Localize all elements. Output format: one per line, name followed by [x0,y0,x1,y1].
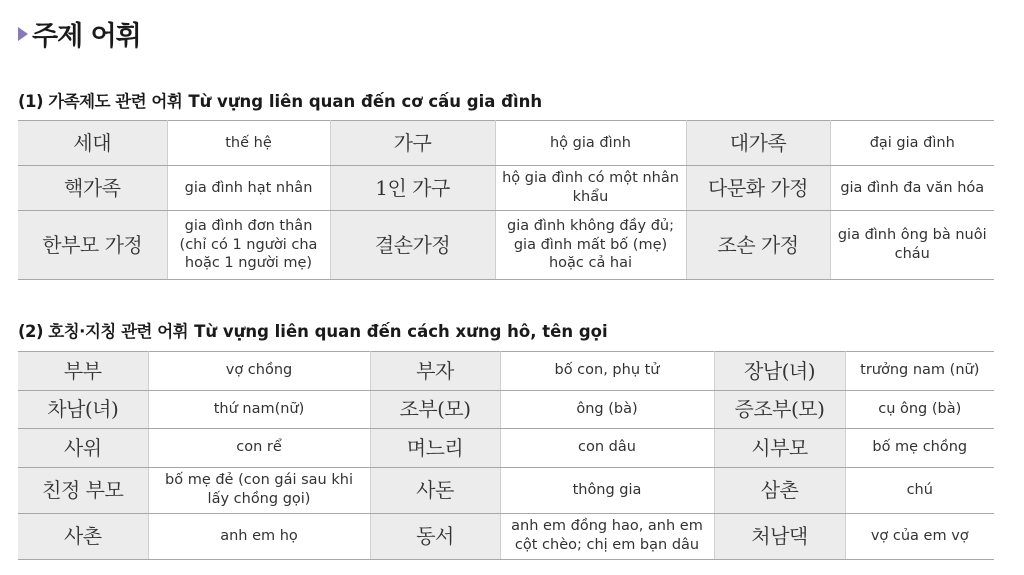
table-row [18,166,994,211]
vietnamese-meaning: bố mẹ chồng [845,429,994,468]
section1-heading-ko: (1) 가족제도 관련 어휘 [18,92,183,111]
table-row [18,513,994,559]
vietnamese-meaning: cụ ông (bà) [845,390,994,429]
korean-term: 사위 [18,429,148,468]
vietnamese-meaning: anh em đồng hao, anh em cột chèo; chị em bạn dâu [500,513,714,559]
korean-term: 장남(녀) [714,352,845,391]
vietnamese-meaning: ông (bà) [500,390,714,429]
vietnamese-meaning: con dâu [500,429,714,468]
section2-heading-ko: (2) 호칭·지칭 관련 어휘 [18,322,189,341]
vietnamese-meaning: anh em họ [148,513,370,559]
table-row [18,352,994,391]
korean-term: 대가족 [686,121,830,166]
korean-term: 부자 [370,352,500,391]
vietnamese-meaning: bố mẹ đẻ (con gái sau khi lấy chồng gọi) [148,467,370,513]
table-row [18,211,994,280]
table-row [18,467,994,513]
korean-term: 차남(녀) [18,390,148,429]
vietnamese-meaning: con rể [148,429,370,468]
korean-term: 친정 부모 [18,467,148,513]
vietnamese-meaning: vợ của em vợ [845,513,994,559]
vietnamese-meaning: đại gia đình [830,121,994,166]
korean-term: 동서 [370,513,500,559]
section2-heading-vi: Từ vựng liên quan đến cách xưng hô, tên gọi [194,322,608,341]
table-row [18,390,994,429]
korean-term: 핵가족 [18,166,167,211]
table-row [18,429,994,468]
korean-term: 조손 가정 [686,211,830,280]
triangle-marker-icon [18,27,28,41]
korean-term: 삼촌 [714,467,845,513]
vietnamese-meaning: hộ gia đình có một nhân khẩu [495,166,686,211]
korean-term: 1인 가구 [330,166,495,211]
korean-term: 며느리 [370,429,500,468]
section2-heading [18,318,608,342]
vietnamese-meaning: hộ gia đình [495,121,686,166]
korean-term: 다문화 가정 [686,166,830,211]
korean-term: 사촌 [18,513,148,559]
korean-term: 조부(모) [370,390,500,429]
vietnamese-meaning: gia đình đơn thân (chỉ có 1 người cha hoặc 1 người mẹ) [167,211,330,280]
section1-heading-vi: Từ vựng liên quan đến cơ cấu gia đình [188,92,543,111]
vietnamese-meaning: gia đình đa văn hóa [830,166,994,211]
korean-term: 결손가정 [330,211,495,280]
korean-term: 증조부(모) [714,390,845,429]
korean-term: 시부모 [714,429,845,468]
korean-term: 가구 [330,121,495,166]
address-terms-vocab-table [18,351,994,560]
vietnamese-meaning: thế hệ [167,121,330,166]
vietnamese-meaning: bố con, phụ tử [500,352,714,391]
vietnamese-meaning: thông gia [500,467,714,513]
korean-term: 한부모 가정 [18,211,167,280]
vietnamese-meaning: gia đình hạt nhân [167,166,330,211]
page-title-text: 주제 어휘 [32,21,141,52]
page-title [18,14,141,53]
vietnamese-meaning: trưởng nam (nữ) [845,352,994,391]
vietnamese-meaning: gia đình không đầy đủ; gia đình mất bố (mẹ) hoặc cả hai [495,211,686,280]
vietnamese-meaning: thứ nam(nữ) [148,390,370,429]
table-row [18,121,994,166]
section1-heading [18,88,542,112]
vietnamese-meaning: chú [845,467,994,513]
vietnamese-meaning: vợ chồng [148,352,370,391]
korean-term: 세대 [18,121,167,166]
korean-term: 처남댁 [714,513,845,559]
family-system-vocab-table [18,120,994,280]
vietnamese-meaning: gia đình ông bà nuôi cháu [830,211,994,280]
korean-term: 부부 [18,352,148,391]
korean-term: 사돈 [370,467,500,513]
